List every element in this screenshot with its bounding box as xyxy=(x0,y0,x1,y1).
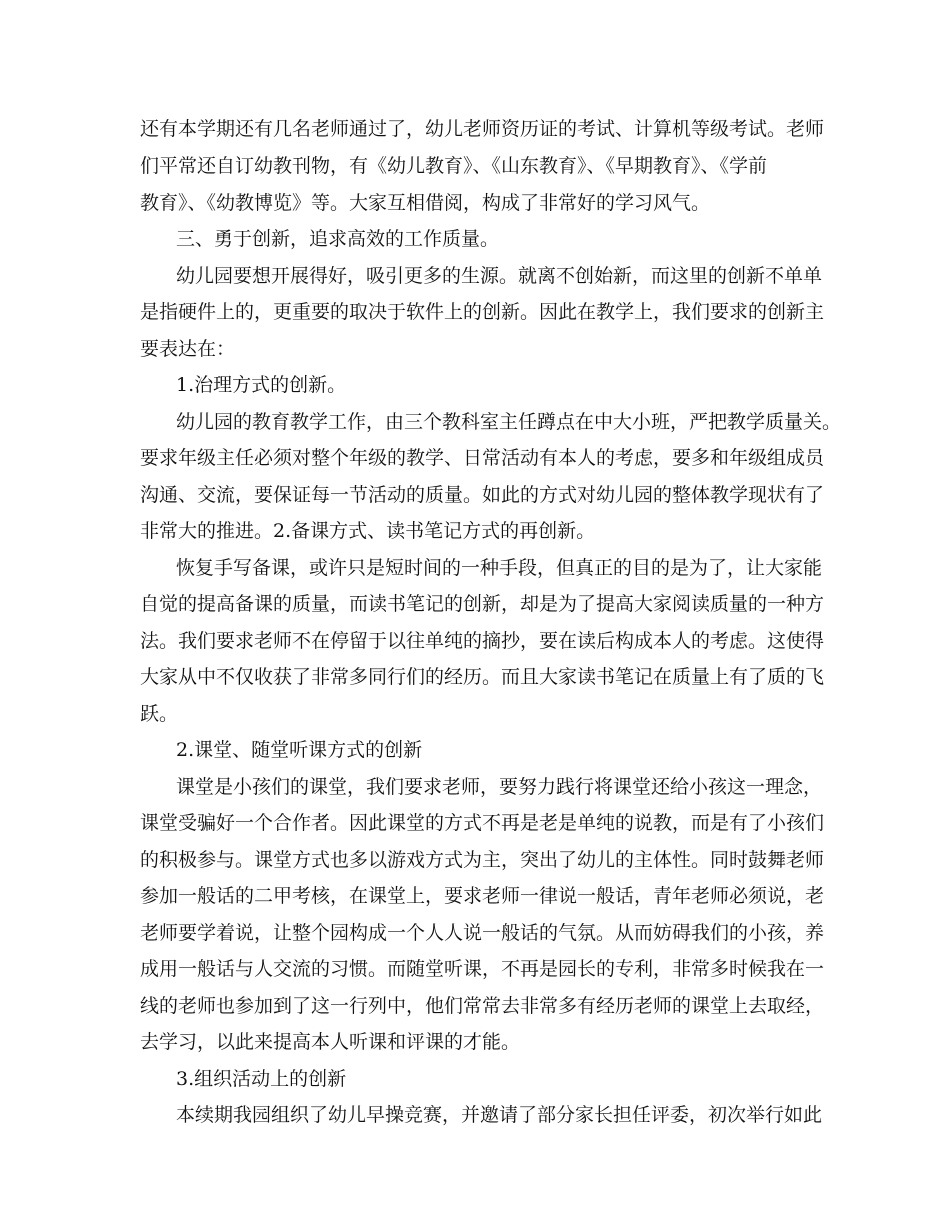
text-line: 恢复手写备课，或许只是短时间的一种手段，但真正的目的是为了，让大家能 xyxy=(176,557,823,579)
text-line: 要表达在： xyxy=(140,338,236,360)
text-line: 跃。 xyxy=(140,703,179,725)
text-line: 本续期我园组织了幼儿早操竞赛，并邀请了部分家长担任评委，初次举行如此 xyxy=(176,1104,823,1126)
text-line: 非常大的推进。2.备课方式、读书笔记方式的再创新。 xyxy=(140,520,596,542)
text-line: 成用一般话与人交流的习惯。而随堂听课，不再是园长的专利，非常多时候我在一 xyxy=(140,958,825,980)
text-line: 沟通、交流，要保证每一节活动的质量。如此的方式对幼儿园的整体教学现状有了 xyxy=(140,484,825,506)
subsection-heading: 3.组织活动上的创新 xyxy=(176,1068,347,1090)
text-line: 是指硬件上的，更重要的取决于软件上的创新。因此在教学上，我们要求的创新主 xyxy=(140,301,825,323)
text-line: 幼儿园的教育教学工作，由三个教科室主任蹲点在中大小班，严把教学质量关。 xyxy=(176,411,842,433)
text-line: 要求年级主任必须对整个年级的教学、日常活动有本人的考虑，要多和年级组成员 xyxy=(140,447,825,469)
text-line: 老师要学着说，让整个园构成一个人人说一般话的气氛。从而妨碍我们的小孩，养 xyxy=(140,922,825,944)
text-line: 法。我们要求老师不在停留于以往单纯的摘抄，要在读后构成本人的考虑。这使得 xyxy=(140,630,825,652)
text-line: 线的老师也参加到了这一行列中，他们常常去非常多有经历老师的课堂上去取经， xyxy=(140,995,825,1017)
subsection-heading: 2.课堂、随堂听课方式的创新 xyxy=(176,739,423,761)
text-line: 还有本学期还有几名老师通过了，幼儿老师资历证的考试、计算机等级考试。老师 xyxy=(140,118,825,140)
text-line: 课堂受骗好一个合作者。因此课堂的方式不再是老是单纯的说教，而是有了小孩们 xyxy=(140,812,825,834)
subsection-heading: 1.治理方式的创新。 xyxy=(176,374,347,396)
text-line: 课堂是小孩们的课堂，我们要求老师，要努力践行将课堂还给小孩这一理念， xyxy=(176,776,823,798)
text-line: 教育》、《幼教博览》等。大家互相借阅，构成了非常好的学习风气。 xyxy=(140,192,711,214)
text-line: 幼儿园要想开展得好，吸引更多的生源。就离不创始新，而这里的创新不单单 xyxy=(176,265,823,287)
text-line: 自觉的提高备课的质量，而读书笔记的创新，却是为了提高大家阅读质量的一种方 xyxy=(140,593,825,615)
text-line: 参加一般话的二甲考核，在课堂上，要求老师一律说一般话，青年老师必须说，老 xyxy=(140,885,825,907)
text-line: 的积极参与。课堂方式也多以游戏方式为主，突出了幼儿的主体性。同时鼓舞老师 xyxy=(140,849,825,871)
text-line: 大家从中不仅收获了非常多同行们的经历。而且大家读书笔记在质量上有了质的飞 xyxy=(140,666,825,688)
text-line: 们平常还自订幼教刊物，有《幼儿教育》、《山东教育》、《早期教育》、《学前 xyxy=(140,155,768,177)
text-line: 去学习，以此来提高本人听课和评课的才能。 xyxy=(140,1031,521,1053)
section-heading: 三、勇于创新，追求高效的工作质量。 xyxy=(176,228,500,250)
